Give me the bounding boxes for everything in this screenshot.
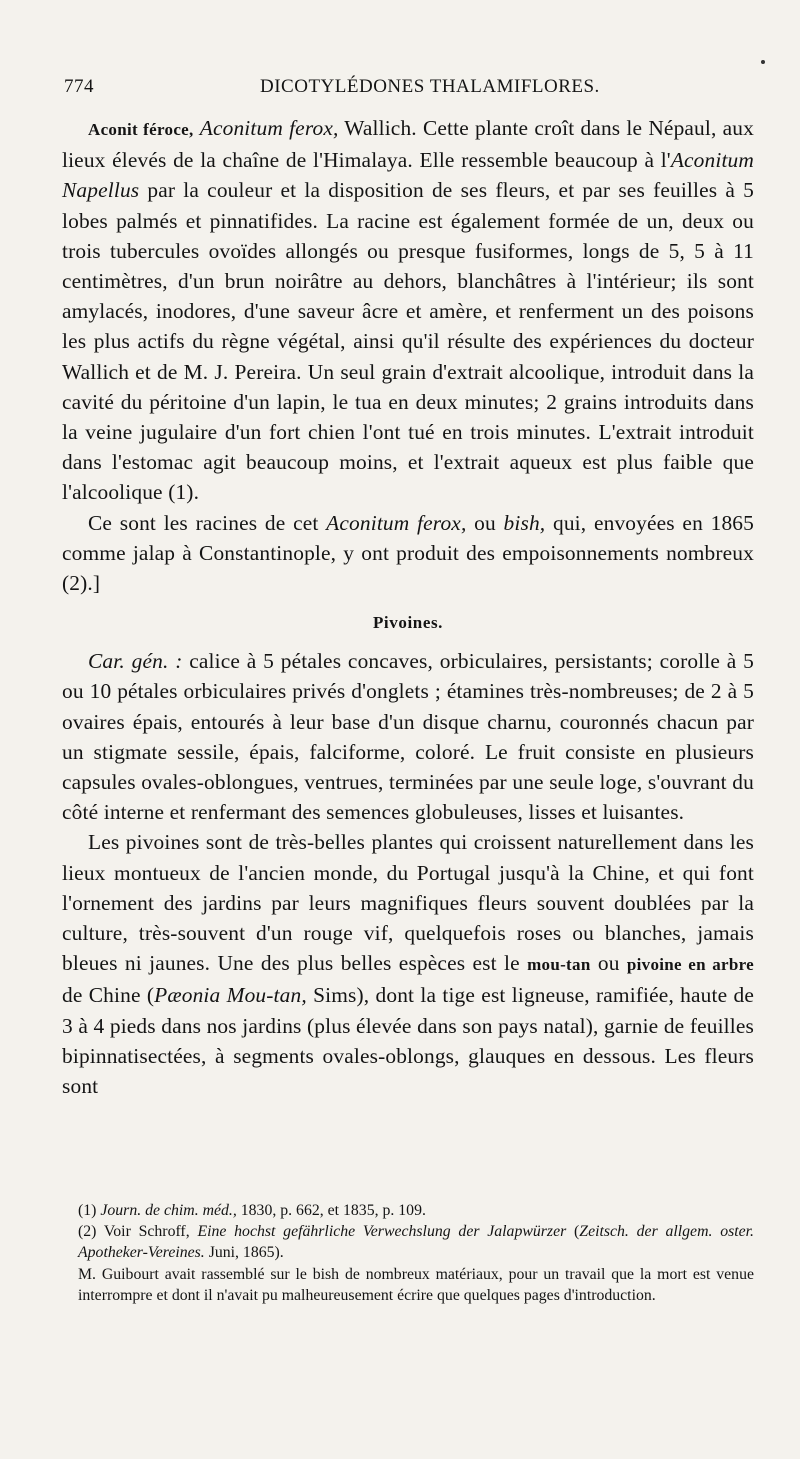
footnotes [78,1200,754,1306]
page-number: 774 [64,76,94,97]
paragraph-characters: Car. gén. : calice à 5 pétales concaves, orbiculaires, persistants; corolle à 5 ou 10 pétales orbiculaires privés d'onglets ; étamines très-nombreuses; de 2 à 5 ovaires épais, entourés à leur base d'un disque charnu, couronnés chacun par un stigmate sessile, épais, falciforme, coloré. Le fruit consiste en plusieurs capsules ovales-oblongues, ventrues, terminées par une seule loge, s'ouvrant du côté interne et renfermant des semences globuleuses, lisses et luisantes. [62,649,755,825]
main-text [62,113,754,1101]
entry-name: Aconit féroce, [88,120,194,139]
running-title: DICOTYLÉDONES THALAMIFLORES. [260,76,600,97]
paragraph-bish: Ce sont les racines de cet Aconitum ferox, ou bish, qui, envoyées en 1865 comme jalap à Constantinople, y ont produit des empoisonnements nombreux (2).] [62,510,754,596]
species-ref: Aconitum Napellus [62,148,754,203]
species-ref: Aconitum ferox, [326,510,467,535]
footnote-1: (1) Journ. de chim. méd., 1830, p. 662, et 1835, p. 109. [78,1202,426,1219]
footnote-3: M. Guibourt avait rassemblé sur le bish de nombreux matériaux, pour un travail que la mort est venue interrompre et dont il n'avait pu malheureusement écrire que quelques pages d'introduction. [78,1265,754,1304]
section-heading: Pivoines. [372,613,444,633]
footnote-2: (2) Voir Schroff, Eine hochst gefährliche Verwechslung der Jalapwürzer (Zeitsch. der allgem. oster. Apotheker-Vereines. Juni, 1865). [78,1223,754,1262]
bish-term: bish, [503,510,546,535]
ink-speck [761,60,765,64]
paragraph-pivoines: Les pivoines sont de très-belles plantes qui croissent naturellement dans les lieux montueux de l'ancien monde, du Portugal jusqu'à la Chine, et qui font l'ornement des jardins par leurs magnifiques fleurs souvent doublées par la culture, très-souvent d'un rouge vif, quelquefois roses ou blanches, jamais bleues ni jaunes. Une des plus belles espèces est le mou-tan ou pivoine en arbre de Chine (Pæonia Mou-tan, Sims), dont la tige est ligneuse, ramifiée, haute de 3 à 4 pieds dans nos jardins (plus élevée dans son pays natal), garnie de feuilles bipinnatisectées, à segments ovales-oblongs, glauques en dessous. Les fleurs sont [62,830,755,1099]
species-ref: Pæonia Mou-tan, [154,983,307,1008]
running-header [64,76,754,110]
term-pivoine-arbre: pivoine en arbre [626,955,755,975]
paragraph-aconit-feroce: Aconit féroce, Aconitum ferox, Wallich. Cette plante croît dans le Népaul, aux lieux élevés de la chaîne de l'Himalaya. Elle ressemble beaucoup à l'Aconitum Napellus par la couleur et la disposition de ses fleurs, et par ses feuilles à 5 lobes palmés et pinnatifides. La racine est également formée de un, deux ou trois tubercules ovoïdes allongés ou presque fusiformes, longs de 5, 5 à 11 centimètres, d'un brun noirâtre au dehors, blanchâtres à l'intérieur; ils sont amylacés, inodores, d'une saveur âcre et amère, et renferment un des poisons les plus actifs du règne végétal, ainsi qu'il résulte des expériences du docteur Wallich et de M. J. Pereira. Un seul grain d'extrait alcoolique, introduit dans la cavité du péritoine d'un lapin, le tua en deux minutes; 2 grains introduits dans la veine jugulaire d'un fort chien l'ont tué en trois minutes. L'extrait introduit dans l'estomac agit beaucoup moins, et l'extrait aqueux est plus faible que l'alcoolique (1). [62,116,754,505]
term-moutan: mou-tan [527,955,591,975]
binomial: Aconitum ferox, [199,116,339,140]
characters-label: Car. gén. : [88,649,183,674]
